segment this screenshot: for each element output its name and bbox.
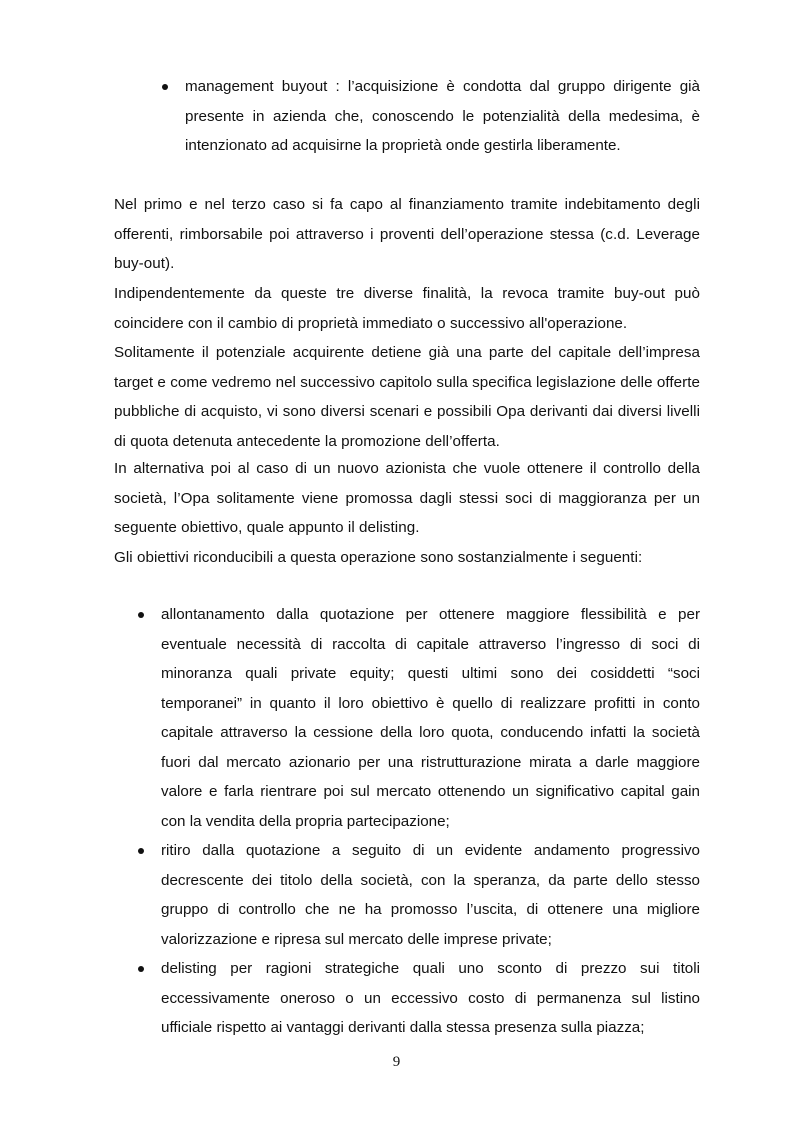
objective-text: ritiro dalla quotazione a seguito di un evidente andamento progressivo decrescente dei titolo della società, con la speranza, da parte dello stesso gruppo di controllo che ne ha promosso l’uscita, di ottenere una migliore valorizzazione e ripresa sul mercato delle imprese private; [161, 842, 700, 948]
bullet-icon [138, 612, 144, 618]
paragraph: Gli obiettivi riconducibili a questa operazione sono sostanzialmente i seguenti: [114, 549, 643, 566]
buyout-bullet-item [160, 72, 700, 161]
buyout-bullet-text: management buyout : l’acquisizione è condotta dal gruppo dirigente già presente in azienda che, conoscendo le potenzialità della medesima, è intenzionato ad acquisirne la proprietà onde gestirla liberamente. [185, 78, 700, 154]
bullet-icon [138, 848, 144, 854]
objective-text: allontanamento dalla quotazione per ottenere maggiore flessibilità e per eventuale necessità di raccolta di capitale attraverso l’ingresso di soci di minoranza quali private equity; questi ultimi sono dei cosiddetti “soci temporanei” in quanto il loro obiettivo è quello di realizzare profitti in conto capitale attraverso la cessione della loro quota, conducendo infatti la società fuori dal mercato azionario per una ristrutturazione mirata a darle maggiore valore e farla rientrare poi sul mercato ottenendo un significativo capital gain con la vendita della propria partecipazione; [161, 606, 700, 830]
objective-list-item [136, 954, 700, 1043]
paragraph: Indipendentemente da queste tre diverse finalità, la revoca tramite buy-out può coincidere con il cambio di proprietà immediato o successivo all'operazione. [114, 285, 700, 332]
page-number: 9 [392, 1054, 401, 1070]
paragraph: Nel primo e nel terzo caso si fa capo al finanziamento tramite indebitamento degli offerenti, rimborsabile poi attraverso i proventi dell’operazione stessa (c.d. Leverage buy-out). [114, 196, 700, 272]
objective-list-item [136, 600, 700, 836]
bullet-icon [162, 84, 168, 90]
objective-text: delisting per ragioni strategiche quali uno sconto di prezzo sui titoli eccessivamente oneroso o un eccessivo costo di permanenza sul listino ufficiale rispetto ai vantaggi derivanti dalla stessa presenza sulla piazza; [161, 960, 700, 1036]
objective-list-item [136, 836, 700, 954]
bullet-icon [138, 966, 144, 972]
paragraph: In alternativa poi al caso di un nuovo azionista che vuole ottenere il controllo della società, l’Opa solitamente viene promossa dagli stessi soci di maggioranza per un seguente obiettivo, quale appunto il delisting. [114, 460, 700, 536]
paragraph: Solitamente il potenziale acquirente detiene già una parte del capitale dell’impresa target e come vedremo nel successivo capitolo sulla specifica legislazione delle offerte pubbliche di acquisto, vi sono diversi scenari e possibili Opa derivanti dai diversi livelli di quota detenuta antecedente la promozione dell’offerta. [114, 344, 700, 450]
